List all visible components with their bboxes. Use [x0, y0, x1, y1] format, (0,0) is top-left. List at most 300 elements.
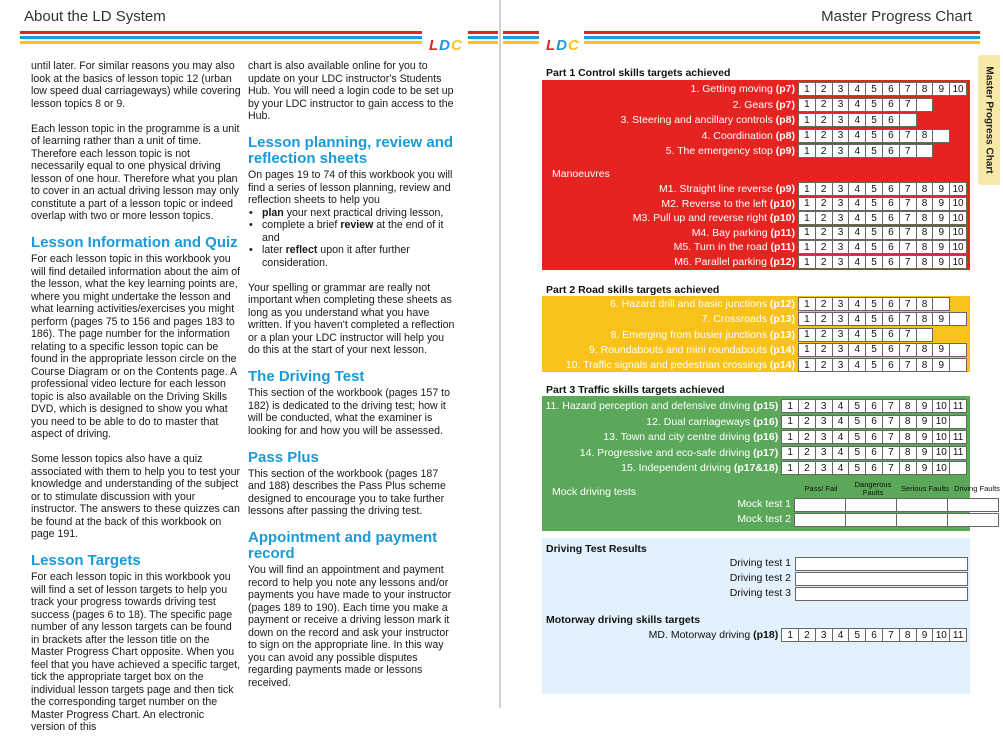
results-heading: Driving Test Results: [546, 543, 647, 555]
target-checkbox[interactable]: 8: [916, 129, 934, 143]
target-blank-cell[interactable]: [949, 129, 967, 143]
heading-lesson-targets: Lesson Targets: [31, 552, 141, 569]
target-blank-cell[interactable]: [932, 98, 950, 112]
target-row-label: 2. Gears (p7): [732, 98, 795, 111]
target-checkbox[interactable]: 1: [781, 415, 799, 429]
target-row: [646, 415, 968, 429]
target-checkbox[interactable]: 8: [899, 415, 917, 429]
fault-cell[interactable]: [845, 498, 897, 512]
target-checkbox[interactable]: 5: [865, 182, 883, 196]
target-checkbox[interactable]: 2: [798, 430, 816, 444]
target-checkbox[interactable]: 2: [815, 255, 833, 269]
target-checkbox[interactable]: 3: [815, 461, 833, 475]
target-checkbox[interactable]: 10: [949, 82, 967, 96]
target-checkbox[interactable]: 4: [832, 399, 850, 413]
target-checkbox[interactable]: 3: [832, 328, 850, 342]
target-checkbox[interactable]: 5: [848, 446, 866, 460]
side-tab[interactable]: [978, 55, 1000, 185]
target-checkbox[interactable]: 10: [932, 446, 950, 460]
fault-header: Pass/ Fail: [804, 484, 838, 493]
target-checkbox[interactable]: 4: [848, 226, 866, 240]
fault-cell[interactable]: [794, 498, 846, 512]
target-checkbox[interactable]: 7: [899, 240, 917, 254]
fault-cell[interactable]: [947, 498, 999, 512]
target-checkbox[interactable]: 8: [916, 240, 934, 254]
target-row: [580, 446, 968, 460]
target-checkbox[interactable]: 4: [848, 197, 866, 211]
target-checkbox[interactable]: 10: [949, 197, 967, 211]
manoeuvres-label: Manoeuvres: [552, 168, 610, 180]
target-checkbox[interactable]: 3: [832, 82, 850, 96]
fault-cell[interactable]: [845, 513, 897, 527]
page-spine: [499, 0, 501, 708]
target-checkbox[interactable]: 3: [815, 399, 833, 413]
target-checkbox[interactable]: 7: [899, 358, 917, 372]
target-checkbox[interactable]: 8: [916, 197, 934, 211]
target-checkbox[interactable]: 2: [815, 197, 833, 211]
target-checkbox[interactable]: 5: [865, 82, 883, 96]
motorway-heading: Motorway driving skills targets: [546, 614, 701, 626]
target-row-label: 1. Getting moving (p7): [690, 83, 795, 95]
target-checkbox[interactable]: 2: [798, 628, 816, 642]
target-checkbox[interactable]: 1: [798, 240, 816, 254]
target-checkbox[interactable]: 5: [865, 226, 883, 240]
target-blank-cell[interactable]: [949, 358, 967, 372]
target-checkbox[interactable]: 1: [798, 211, 816, 225]
target-checkbox[interactable]: 7: [899, 182, 917, 196]
target-checkbox[interactable]: 9: [916, 399, 934, 413]
target-checkbox[interactable]: 4: [848, 144, 866, 158]
target-checkbox[interactable]: 6: [882, 129, 900, 143]
target-checkbox[interactable]: 8: [916, 182, 934, 196]
target-checkbox[interactable]: 7: [899, 297, 917, 311]
target-checkbox[interactable]: 8: [916, 343, 934, 357]
target-checkbox[interactable]: 7: [882, 415, 900, 429]
target-checkbox[interactable]: 4: [848, 98, 866, 112]
target-checkbox[interactable]: 2: [815, 328, 833, 342]
target-checkbox[interactable]: 10: [932, 399, 950, 413]
target-checkbox[interactable]: 7: [899, 328, 917, 342]
target-checkbox[interactable]: 9: [932, 312, 950, 326]
target-checkbox[interactable]: 1: [781, 461, 799, 475]
target-checkbox[interactable]: 5: [865, 343, 883, 357]
target-checkbox[interactable]: 4: [832, 430, 850, 444]
target-checkbox[interactable]: 11: [949, 430, 967, 444]
target-blank-cell[interactable]: [949, 98, 967, 112]
heading-lesson-planning: Lesson planning, review and reflection sheets: [248, 134, 454, 167]
target-blank-cell[interactable]: [949, 297, 967, 311]
target-row: [649, 628, 968, 642]
target-row: [702, 129, 968, 143]
target-blank-cell[interactable]: [932, 113, 950, 127]
target-row-label: 11. Hazard perception and defensive driving (p15): [545, 400, 779, 412]
target-blank-cell[interactable]: [949, 461, 967, 475]
target-blank-cell[interactable]: [932, 297, 950, 311]
target-checkbox[interactable]: 5: [865, 211, 883, 225]
target-checkbox[interactable]: 10: [932, 461, 950, 475]
target-checkbox[interactable]: 1: [798, 144, 816, 158]
mock-test-cells: [795, 498, 999, 512]
target-blank-cell[interactable]: [916, 328, 934, 342]
target-checkbox[interactable]: 8: [899, 446, 917, 460]
paragraph: This section of the workbook (pages 157 to 182) is dedicated to the driving test; how it will be conducted, what the examiner is looking for and how you will be assessed.: [248, 387, 450, 437]
target-checkbox[interactable]: 4: [848, 240, 866, 254]
target-checkbox[interactable]: 9: [932, 255, 950, 269]
target-checkbox[interactable]: 1: [798, 197, 816, 211]
target-checkbox[interactable]: 5: [848, 415, 866, 429]
fault-cell[interactable]: [896, 513, 948, 527]
target-checkbox[interactable]: 2: [815, 82, 833, 96]
target-checkbox[interactable]: 4: [848, 297, 866, 311]
target-checkbox[interactable]: 4: [848, 129, 866, 143]
target-blank-cell[interactable]: [916, 113, 934, 127]
target-checkbox[interactable]: 7: [899, 144, 917, 158]
target-checkbox[interactable]: 10: [949, 255, 967, 269]
target-checkbox[interactable]: 10: [949, 226, 967, 240]
target-checkbox[interactable]: 3: [832, 211, 850, 225]
target-checkbox[interactable]: 3: [832, 255, 850, 269]
target-checkbox[interactable]: 3: [832, 343, 850, 357]
target-checkbox[interactable]: 7: [899, 343, 917, 357]
target-checkbox[interactable]: 2: [815, 113, 833, 127]
mock-tests-label: Mock driving tests: [552, 486, 637, 498]
target-checkbox[interactable]: 5: [865, 312, 883, 326]
target-checkbox[interactable]: 7: [899, 82, 917, 96]
list-item: • plan your next practical driving lesson,: [248, 207, 458, 220]
target-checkbox[interactable]: 2: [815, 297, 833, 311]
target-blank-cell[interactable]: [916, 98, 934, 112]
target-checkbox[interactable]: 6: [882, 144, 900, 158]
target-row-label: 10. Traffic signals and pedestrian crossings (p14): [565, 359, 795, 372]
list-item: • later reflect upon it after further consideration.: [248, 244, 458, 269]
target-checkbox[interactable]: 8: [916, 312, 934, 326]
target-checkbox[interactable]: 3: [832, 240, 850, 254]
paragraph: Your spelling or grammar are really not important when completing these sheets as long as you understand what you have written. If you haven't completed a reflection or a plan your LDC instructor will help you do this at the start of your next lesson.: [248, 281, 455, 356]
target-checkbox[interactable]: 10: [932, 430, 950, 444]
target-checkbox[interactable]: 6: [865, 399, 883, 413]
target-checkbox[interactable]: 9: [932, 211, 950, 225]
target-checkbox[interactable]: 1: [798, 129, 816, 143]
target-row: [603, 430, 968, 444]
right-ldc-logo: L D C: [546, 36, 578, 54]
target-checkbox[interactable]: 5: [848, 628, 866, 642]
target-blank-cell[interactable]: [932, 328, 950, 342]
target-checkbox[interactable]: 4: [832, 446, 850, 460]
target-blank-cell[interactable]: [949, 144, 967, 158]
target-checkbox[interactable]: 7: [882, 430, 900, 444]
paragraph: chart is also available online for you to update on your LDC instructor's Students Hub. You will need a login code to be set up by your LDC instructor to gain access to the Hub.: [248, 60, 454, 122]
target-checkbox[interactable]: 6: [865, 430, 883, 444]
target-checkbox[interactable]: 1: [798, 358, 816, 372]
target-checkbox[interactable]: 6: [882, 182, 900, 196]
target-checkbox[interactable]: 1: [781, 628, 799, 642]
target-checkbox[interactable]: 10: [949, 240, 967, 254]
target-checkbox[interactable]: 10: [949, 211, 967, 225]
target-row: [674, 255, 968, 269]
target-blank-cell[interactable]: [949, 343, 967, 357]
target-checkbox[interactable]: 3: [832, 182, 850, 196]
paragraph: Each lesson topic in the programme is a unit of learning rather than a unit of time. Therefore each lesson topic is not necessarily equal to one physical driving lesson of one hour. Therefore what you plan to cover in an actual driving lesson may only constitute a part of a lesson topic or indeed overlap with two or more lesson topics.: [31, 122, 240, 222]
target-checkbox[interactable]: 9: [932, 182, 950, 196]
target-checkbox[interactable]: 8: [899, 430, 917, 444]
target-checkbox[interactable]: 8: [899, 399, 917, 413]
left-column-2: [248, 60, 458, 702]
side-tab-label: Master Progress Chart: [983, 66, 995, 174]
target-checkbox[interactable]: 1: [798, 312, 816, 326]
fault-headers: [795, 479, 1003, 499]
driving-test-label: Driving test 2: [729, 572, 791, 584]
target-checkbox[interactable]: 5: [865, 129, 883, 143]
target-checkbox[interactable]: 7: [899, 211, 917, 225]
target-blank-cell[interactable]: [916, 144, 934, 158]
target-row-label: M3. Pull up and reverse right (p10): [632, 212, 795, 225]
target-row: [691, 82, 968, 96]
target-checkbox[interactable]: 2: [815, 129, 833, 143]
target-row-label: M1. Straight line reverse (p9): [659, 183, 795, 195]
target-checkbox[interactable]: 1: [798, 328, 816, 342]
target-checkbox[interactable]: 3: [832, 144, 850, 158]
target-checkbox[interactable]: 11: [949, 446, 967, 460]
target-checkbox[interactable]: 10: [932, 415, 950, 429]
target-checkbox[interactable]: 2: [798, 446, 816, 460]
target-checkbox[interactable]: 6: [865, 446, 883, 460]
target-checkbox[interactable]: 8: [916, 82, 934, 96]
target-row: [661, 197, 968, 211]
target-checkbox[interactable]: 1: [798, 297, 816, 311]
target-checkbox[interactable]: 3: [832, 358, 850, 372]
target-row: [633, 211, 968, 225]
driving-test-result-box[interactable]: [795, 587, 968, 601]
paragraph: Some lesson topics also have a quiz associated with them to help you to test your knowledge and understanding of the subject or to stimulate discussion with your instructor. The answers to these quizzes can be found at the back of this workbook on page 191.: [31, 453, 241, 540]
target-checkbox[interactable]: 9: [916, 415, 934, 429]
target-checkbox[interactable]: 9: [932, 358, 950, 372]
target-checkbox[interactable]: 10: [949, 182, 967, 196]
target-checkbox[interactable]: 5: [865, 328, 883, 342]
target-checkbox[interactable]: 3: [832, 129, 850, 143]
target-row-label: M2. Reverse to the left (p10): [661, 197, 795, 210]
right-header-stripes: [584, 31, 980, 49]
target-checkbox[interactable]: 6: [882, 255, 900, 269]
target-row: [589, 343, 968, 357]
target-checkbox[interactable]: 7: [882, 446, 900, 460]
target-checkbox[interactable]: 6: [865, 415, 883, 429]
target-checkbox[interactable]: 2: [815, 358, 833, 372]
target-checkbox[interactable]: 1: [798, 343, 816, 357]
target-row-label: 12. Dual carriageways (p16): [646, 415, 779, 428]
target-checkbox[interactable]: 8: [899, 461, 917, 475]
target-checkbox[interactable]: 1: [781, 399, 799, 413]
target-checkbox[interactable]: 2: [815, 226, 833, 240]
target-checkbox[interactable]: 5: [865, 240, 883, 254]
target-checkbox[interactable]: 6: [882, 226, 900, 240]
target-checkbox[interactable]: 3: [832, 226, 850, 240]
target-row-label: 3. Steering and ancillary controls (p8): [620, 114, 795, 126]
paragraph: This section of the workbook (pages 187 and 188) describes the Pass Plus scheme designed to encourage you to take further lessons after passing the driving test.: [248, 467, 446, 517]
target-checkbox[interactable]: 4: [848, 182, 866, 196]
target-checkbox[interactable]: 9: [932, 197, 950, 211]
target-row-label: M6. Parallel parking (p12): [674, 256, 795, 268]
target-checkbox[interactable]: 11: [949, 628, 967, 642]
target-checkbox[interactable]: 4: [848, 113, 866, 127]
target-checkbox[interactable]: 8: [916, 297, 934, 311]
target-checkbox[interactable]: 5: [865, 255, 883, 269]
target-checkbox[interactable]: 7: [899, 226, 917, 240]
target-checkbox[interactable]: 8: [916, 211, 934, 225]
target-checkbox[interactable]: 2: [798, 461, 816, 475]
target-checkbox[interactable]: 2: [815, 144, 833, 158]
target-blank-cell[interactable]: [949, 312, 967, 326]
target-row: [659, 182, 968, 196]
target-checkbox[interactable]: 2: [798, 399, 816, 413]
target-checkbox[interactable]: 6: [882, 312, 900, 326]
target-checkbox[interactable]: 2: [815, 343, 833, 357]
target-blank-cell[interactable]: [899, 113, 917, 127]
target-checkbox[interactable]: 11: [949, 399, 967, 413]
target-checkbox[interactable]: 1: [781, 446, 799, 460]
target-checkbox[interactable]: 6: [882, 211, 900, 225]
target-checkbox[interactable]: 4: [832, 461, 850, 475]
paragraph: You will find an appointment and payment record to help you note any lessons and/or payments you have made to your instructor (pages 189 to 190). Each time you make a payment or receive a driving lesson mark it down on the record and ask your instructor to sign on the appropriate line. In this way you can avoid any possible disputes regarding payments made or lessons received.: [248, 564, 452, 689]
target-checkbox[interactable]: 1: [798, 255, 816, 269]
target-checkbox[interactable]: 5: [865, 144, 883, 158]
target-checkbox[interactable]: 4: [848, 255, 866, 269]
target-checkbox[interactable]: 7: [882, 399, 900, 413]
target-checkbox[interactable]: 4: [848, 211, 866, 225]
target-checkbox[interactable]: 4: [848, 328, 866, 342]
target-checkbox[interactable]: 3: [815, 628, 833, 642]
target-row-label: 7. Crossroads (p13): [701, 313, 795, 326]
target-checkbox[interactable]: 7: [899, 129, 917, 143]
target-checkbox[interactable]: 5: [848, 430, 866, 444]
target-checkbox[interactable]: 6: [882, 82, 900, 96]
target-checkbox[interactable]: 6: [882, 240, 900, 254]
target-checkbox[interactable]: 9: [932, 226, 950, 240]
target-checkbox[interactable]: 7: [899, 197, 917, 211]
target-checkbox[interactable]: 6: [882, 343, 900, 357]
bullet-list: [248, 207, 458, 270]
target-checkbox[interactable]: 3: [832, 297, 850, 311]
target-checkbox[interactable]: 2: [815, 312, 833, 326]
target-row-label: 6. Hazard drill and basic junctions (p12): [609, 298, 795, 310]
target-checkbox[interactable]: 10: [932, 628, 950, 642]
left-column-1: [31, 60, 241, 746]
target-checkbox[interactable]: 8: [899, 628, 917, 642]
target-checkbox[interactable]: 3: [815, 430, 833, 444]
target-checkbox[interactable]: 4: [848, 82, 866, 96]
target-blank-cell[interactable]: [932, 129, 950, 143]
target-blank-cell[interactable]: [949, 328, 967, 342]
target-checkbox[interactable]: 6: [882, 113, 900, 127]
driving-test-result-box[interactable]: [795, 572, 968, 586]
target-checkbox[interactable]: 1: [798, 182, 816, 196]
target-checkbox[interactable]: 8: [916, 358, 934, 372]
mock-test-label: Mock test 1: [737, 498, 791, 510]
target-checkbox[interactable]: 3: [815, 415, 833, 429]
target-checkbox[interactable]: 9: [932, 82, 950, 96]
driving-test-label: Driving test 1: [729, 557, 791, 569]
target-checkbox[interactable]: 5: [848, 399, 866, 413]
target-checkbox[interactable]: 5: [865, 197, 883, 211]
target-checkbox[interactable]: 3: [815, 446, 833, 460]
fault-cell[interactable]: [896, 498, 948, 512]
target-blank-cell[interactable]: [932, 144, 950, 158]
target-row: [702, 312, 968, 326]
target-row-label: 13. Town and city centre driving (p16): [603, 431, 779, 443]
target-checkbox[interactable]: 1: [798, 226, 816, 240]
target-checkbox[interactable]: 9: [916, 430, 934, 444]
target-checkbox[interactable]: 9: [916, 461, 934, 475]
target-checkbox[interactable]: 4: [848, 343, 866, 357]
target-checkbox[interactable]: 9: [916, 628, 934, 642]
driving-test-result-box[interactable]: [795, 557, 968, 571]
target-checkbox[interactable]: 5: [848, 461, 866, 475]
target-row: [733, 98, 968, 112]
mock-test-cells: [795, 513, 999, 527]
target-checkbox[interactable]: 1: [781, 430, 799, 444]
target-blank-cell[interactable]: [949, 415, 967, 429]
left-ldc-logo: L D C: [429, 36, 461, 54]
target-checkbox[interactable]: 8: [916, 226, 934, 240]
target-checkbox[interactable]: 6: [882, 197, 900, 211]
target-checkbox[interactable]: 1: [798, 113, 816, 127]
target-checkbox[interactable]: 6: [882, 328, 900, 342]
target-checkbox[interactable]: 7: [899, 98, 917, 112]
target-blank-cell[interactable]: [949, 113, 967, 127]
target-checkbox[interactable]: 3: [832, 98, 850, 112]
target-row: [621, 461, 968, 475]
target-row-label: 4. Coordination (p8): [701, 129, 795, 142]
target-checkbox[interactable]: 2: [798, 415, 816, 429]
part3-heading: Part 3 Traffic skills targets achieved: [546, 384, 725, 396]
target-checkbox[interactable]: 3: [832, 197, 850, 211]
target-checkbox[interactable]: 6: [865, 628, 883, 642]
target-checkbox[interactable]: 6: [882, 98, 900, 112]
target-checkbox[interactable]: 9: [932, 343, 950, 357]
target-checkbox[interactable]: 2: [815, 98, 833, 112]
target-checkbox[interactable]: 4: [832, 628, 850, 642]
fault-cell[interactable]: [794, 513, 846, 527]
target-checkbox[interactable]: 2: [815, 182, 833, 196]
target-checkbox[interactable]: 4: [832, 415, 850, 429]
target-checkbox[interactable]: 7: [899, 312, 917, 326]
target-checkbox[interactable]: 3: [832, 312, 850, 326]
target-checkbox[interactable]: 9: [932, 240, 950, 254]
target-checkbox[interactable]: 5: [865, 113, 883, 127]
target-checkbox[interactable]: 5: [865, 297, 883, 311]
target-checkbox[interactable]: 7: [882, 628, 900, 642]
target-checkbox[interactable]: 6: [882, 358, 900, 372]
target-checkbox[interactable]: 7: [882, 461, 900, 475]
target-checkbox[interactable]: 6: [882, 297, 900, 311]
target-checkbox[interactable]: 5: [865, 98, 883, 112]
target-checkbox[interactable]: 6: [865, 461, 883, 475]
target-checkbox[interactable]: 7: [899, 255, 917, 269]
target-checkbox[interactable]: 4: [848, 358, 866, 372]
target-checkbox[interactable]: 9: [916, 446, 934, 460]
target-row: [610, 297, 968, 311]
target-checkbox[interactable]: 4: [848, 312, 866, 326]
target-checkbox[interactable]: 1: [798, 98, 816, 112]
target-row-label: M5. Turn in the road (p11): [673, 241, 795, 254]
fault-cell[interactable]: [947, 513, 999, 527]
target-checkbox[interactable]: 5: [865, 358, 883, 372]
target-checkbox[interactable]: 8: [916, 255, 934, 269]
target-checkbox[interactable]: 2: [815, 211, 833, 225]
heading-lesson-info: Lesson Information and Quiz: [31, 234, 238, 251]
target-checkbox[interactable]: 2: [815, 240, 833, 254]
target-checkbox[interactable]: 3: [832, 113, 850, 127]
target-checkbox[interactable]: 1: [798, 82, 816, 96]
